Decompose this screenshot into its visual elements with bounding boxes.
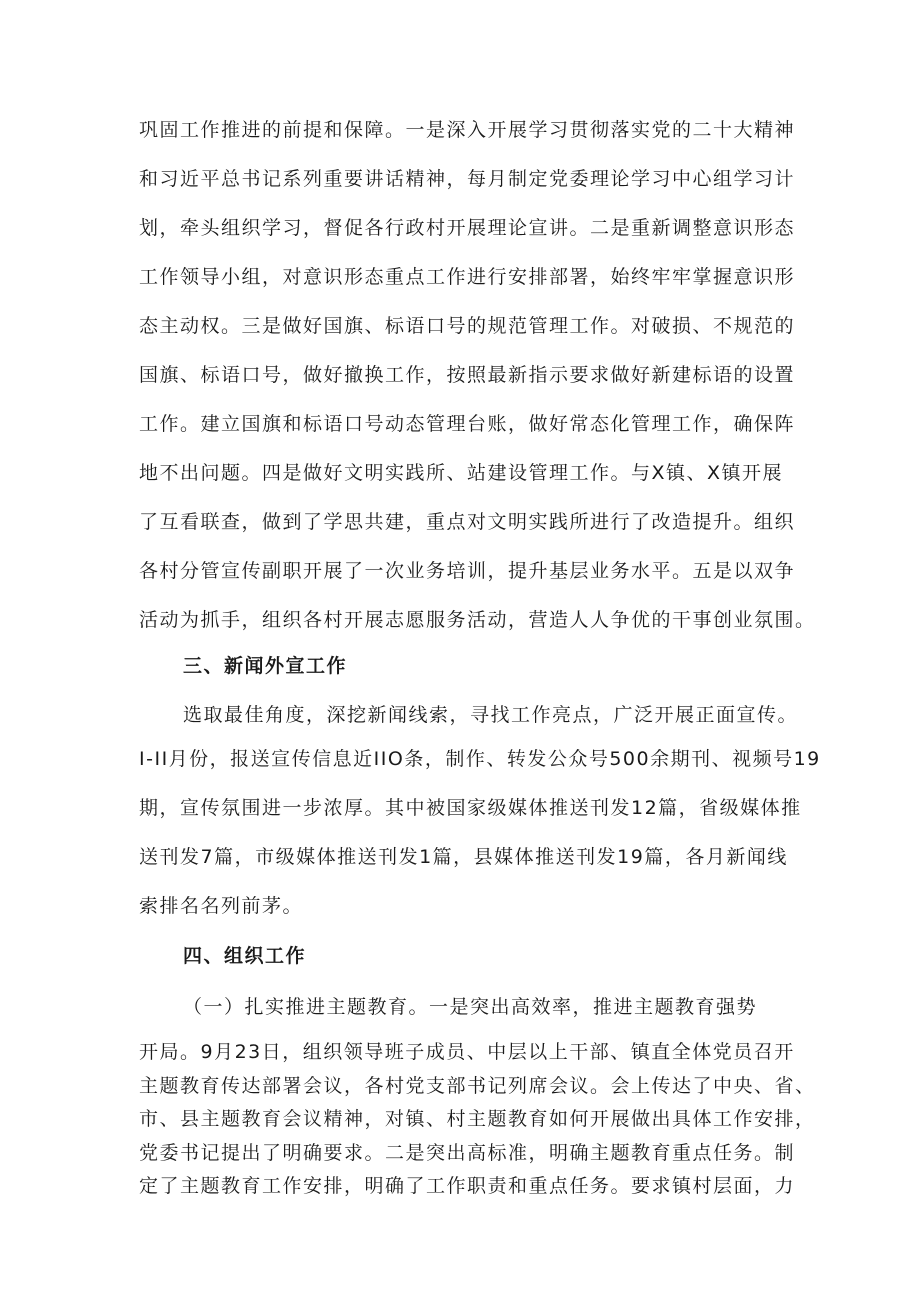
text-line: 各村分管宣传副职开展了一次业务培训，提升基层业务水平。五是以双争 bbox=[139, 560, 796, 582]
text-line: 地不出问题。四是做好文明实践所、站建设管理工作。与X镇、X镇开展 bbox=[139, 462, 784, 484]
text-line: 了互看联查，做到了学思共建，重点对文明实践所进行了改造提升。组织 bbox=[139, 511, 796, 533]
text-line: 态主动权。三是做好国旗、标语口号的规范管理工作。对破损、不规范的 bbox=[139, 315, 796, 337]
heading-organization-work: 四、组织工作 bbox=[183, 945, 307, 967]
text-line: 巩固工作推进的前提和保障。一是深入开展学习贯彻落实党的二十大精神 bbox=[139, 119, 796, 141]
text-line: 市、县主题教育会议精神，对镇、村主题教育如何开展做出具体工作安排， bbox=[139, 1108, 816, 1130]
text-line: 党委书记提出了明确要求。二是突出高标准，明确主题教育重点任务。制 bbox=[139, 1141, 796, 1164]
text-line: 和习近平总书记系列重要讲话精神，每月制定党委理论学习中心组学习计 bbox=[139, 168, 796, 190]
text-line: 开局。9月23日，组织领导班子成员、中层以上干部、镇直全体党员召开 bbox=[139, 1041, 795, 1063]
text-line: 主题教育传达部署会议，各村党支部书记列席会议。会上传达了中央、省、 bbox=[139, 1074, 816, 1097]
text-line: 国旗、标语口号，做好撤换工作，按照最新指示要求做好新建标语的设置 bbox=[139, 364, 796, 386]
paragraph-ideology-work bbox=[139, 119, 816, 659]
text-line: 工作。建立国旗和标语口号动态管理台账，做好常态化管理工作，确保阵 bbox=[139, 413, 796, 435]
paragraph-theme-education bbox=[139, 1041, 816, 1210]
paragraph-news-publicity bbox=[139, 748, 821, 945]
heading-news-publicity: 三、新闻外宣工作 bbox=[183, 655, 348, 677]
text-line: I-II月份，报送宣传信息近IIO条，制作、转发公众号500余期刊、视频号19 bbox=[139, 748, 821, 770]
text-line: 索排名名列前茅。 bbox=[139, 895, 304, 917]
text-line: 工作领导小组，对意识形态重点工作进行安排部署，始终牢牢掌握意识形 bbox=[139, 266, 796, 288]
paragraph-news-first-line: 选取最佳角度，深挖新闻线索，寻找工作亮点，广泛开展正面宣传。 bbox=[183, 704, 799, 726]
text-line: 活动为抓手，组织各村开展志愿服务活动，营造人人争优的干事创业氛围。 bbox=[139, 609, 816, 631]
paragraph-theme-education-first-line: （一）扎实推进主题教育。一是突出高效率，推进主题教育强势 bbox=[183, 996, 758, 1018]
text-line: 划，牵头组织学习，督促各行政村开展理论宣讲。二是重新调整意识形态 bbox=[139, 217, 796, 239]
text-line: 定了主题教育工作安排，明确了工作职责和重点任务。要求镇村层面，力 bbox=[139, 1175, 796, 1197]
text-line: 期，宣传氛围进一步浓厚。其中被国家级媒体推送刊发12篇，省级媒体推 bbox=[139, 797, 802, 819]
text-line: 送刊发7篇，市级媒体推送刊发1篇，县媒体推送刊发19篇，各月新闻线 bbox=[139, 846, 788, 868]
